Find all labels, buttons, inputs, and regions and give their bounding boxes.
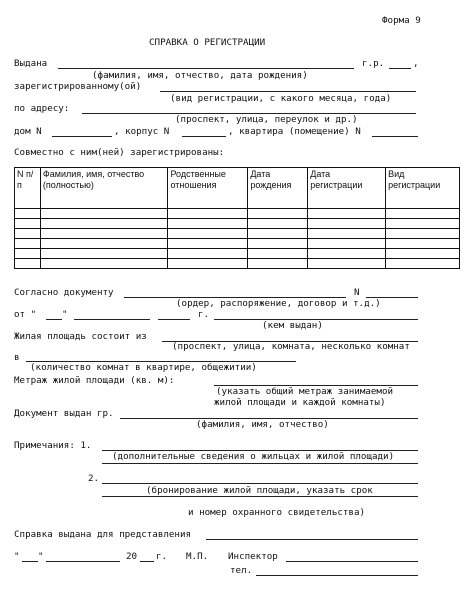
apartment-label: , квартира (помещение) N: [228, 126, 361, 137]
document-label: Согласно документу: [14, 287, 114, 298]
footage-hint-1: (указать общий метраж занимаемой: [216, 386, 394, 397]
document-month-field[interactable]: [74, 319, 150, 320]
issued-label: Выдана: [14, 58, 48, 69]
note-2-hint-a: (бронирование жилой площади, указать срок: [146, 485, 373, 496]
birth-year-field[interactable]: [389, 68, 411, 69]
table-cell[interactable]: [40, 219, 168, 229]
table-cell[interactable]: [15, 209, 41, 219]
building-number-field[interactable]: [182, 136, 226, 137]
inspector-field[interactable]: [286, 561, 418, 562]
doc-issued-label: Документ выдан гр.: [14, 408, 114, 419]
issued-hint: (фамилия, имя, отчество, дата рождения): [92, 70, 308, 81]
col-birthdate-header: Дата рождения: [248, 168, 308, 209]
notes-label: Примечания: 1.: [14, 440, 92, 451]
inspector-label: Инспектор: [228, 551, 278, 562]
living-area-in-label: в: [14, 352, 20, 363]
form-number: Форма 9: [382, 15, 421, 26]
table-cell[interactable]: [40, 209, 168, 219]
table-cell[interactable]: [248, 259, 308, 269]
table-cell[interactable]: [40, 239, 168, 249]
table-row: [15, 239, 460, 249]
house-number-field[interactable]: [52, 136, 112, 137]
table-cell[interactable]: [40, 229, 168, 239]
col-regdate-header: Дата регистрации: [308, 168, 386, 209]
living-area-label: Жилая площадь состоит из: [14, 331, 147, 342]
table-cell[interactable]: [168, 259, 248, 269]
table-cell[interactable]: [386, 229, 460, 239]
table-cell[interactable]: [386, 239, 460, 249]
table-cell[interactable]: [308, 259, 386, 269]
birth-year-suffix: г.р.: [362, 58, 385, 69]
living-area-hint: (проспект, улица, комната, несколько комнат: [172, 341, 410, 352]
note-2-hint-b: и номер охранного свидетельства): [188, 507, 366, 518]
table-cell[interactable]: [386, 259, 460, 269]
table-cell[interactable]: [40, 249, 168, 259]
table-cell[interactable]: [248, 249, 308, 259]
registration-type-field[interactable]: [160, 91, 416, 92]
col-regtype-header: Вид регистрации: [386, 168, 460, 209]
footage-hint-2: жилой площади и каждой комнаты): [214, 397, 386, 408]
presented-to-field[interactable]: [206, 539, 418, 540]
table-cell[interactable]: [15, 259, 41, 269]
together-label: Совместно с ним(ней) зарегистрированы:: [14, 147, 225, 158]
table-cell[interactable]: [248, 229, 308, 239]
note-2-field-2[interactable]: [102, 496, 418, 497]
document-year-label: г.: [198, 309, 210, 320]
table-row: [15, 219, 460, 229]
rooms-count-hint: (количество комнат в квартире, общежитии): [30, 362, 257, 373]
table-row: [15, 259, 460, 269]
note-2-label: 2.: [88, 473, 100, 484]
table-cell[interactable]: [248, 209, 308, 219]
building-label: , корпус N: [114, 126, 170, 137]
sign-day-field[interactable]: [22, 561, 38, 562]
note-1-hint: (дополнительные сведения о жильцах и жилой площади): [112, 451, 395, 462]
table-cell[interactable]: [386, 219, 460, 229]
document-quote: ": [62, 309, 68, 320]
table-cell[interactable]: [15, 239, 41, 249]
sign-date-close: ": [38, 551, 44, 562]
table-cell[interactable]: [248, 239, 308, 249]
table-cell[interactable]: [168, 209, 248, 219]
col-number-header: N п/п: [15, 168, 41, 209]
registered-label: зарегистрированному(ой): [14, 81, 142, 92]
table-cell[interactable]: [15, 249, 41, 259]
issued-name-field[interactable]: [58, 68, 354, 69]
table-row: [15, 209, 460, 219]
table-cell[interactable]: [168, 219, 248, 229]
footage-label: Метраж жилой площади (кв. м):: [14, 375, 175, 386]
document-year-field[interactable]: [158, 319, 190, 320]
table-cell[interactable]: [386, 249, 460, 259]
table-cell[interactable]: [15, 229, 41, 239]
sign-century: 20: [126, 551, 138, 562]
residents-table: [14, 167, 460, 269]
table-cell[interactable]: [308, 229, 386, 239]
table-cell[interactable]: [40, 259, 168, 269]
table-cell[interactable]: [308, 219, 386, 229]
table-cell[interactable]: [168, 239, 248, 249]
table-cell[interactable]: [168, 249, 248, 259]
sign-date-open: ": [14, 551, 20, 562]
house-label: дом N: [14, 126, 42, 137]
table-row: [15, 229, 460, 239]
table-cell[interactable]: [308, 249, 386, 259]
document-issuer-hint: (кем выдан): [262, 320, 323, 331]
table-cell[interactable]: [168, 229, 248, 239]
table-cell[interactable]: [248, 219, 308, 229]
note-2-field[interactable]: [102, 483, 418, 484]
sign-year-label: г.: [156, 551, 168, 562]
document-from-label: от ": [14, 309, 37, 320]
phone-field[interactable]: [256, 575, 418, 576]
table-row: [15, 249, 460, 259]
col-fullname-header: Фамилия, имя, отчество (полностью): [40, 168, 168, 209]
address-label: по адресу:: [14, 103, 70, 114]
comma: ,: [413, 58, 419, 69]
stamp-label: М.П.: [186, 551, 209, 562]
note-1-field-2[interactable]: [102, 463, 418, 464]
apartment-number-field[interactable]: [372, 136, 418, 137]
document-title: СПРАВКА О РЕГИСТРАЦИИ: [149, 37, 266, 48]
sign-year-field[interactable]: [140, 561, 154, 562]
document-hint: (ордер, распоряжение, договор и т.д.): [176, 298, 381, 309]
table-header-row: [15, 168, 460, 209]
registered-hint: (вид регистрации, с какого месяца, года): [170, 93, 392, 104]
sign-month-field[interactable]: [46, 561, 120, 562]
table-cell[interactable]: [308, 239, 386, 249]
phone-label: тел.: [230, 565, 253, 576]
document-day-field[interactable]: [46, 319, 62, 320]
doc-issued-hint: (фамилия, имя, отчество): [196, 419, 329, 430]
table-cell[interactable]: [15, 219, 41, 229]
document-number-label: N: [354, 287, 360, 298]
table-cell[interactable]: [308, 209, 386, 219]
address-hint: (проспект, улица, переулок и др.): [175, 114, 358, 125]
presented-label: Справка выдана для представления: [14, 529, 192, 540]
table-cell[interactable]: [386, 209, 460, 219]
col-relation-header: Родственные отношения: [168, 168, 248, 209]
